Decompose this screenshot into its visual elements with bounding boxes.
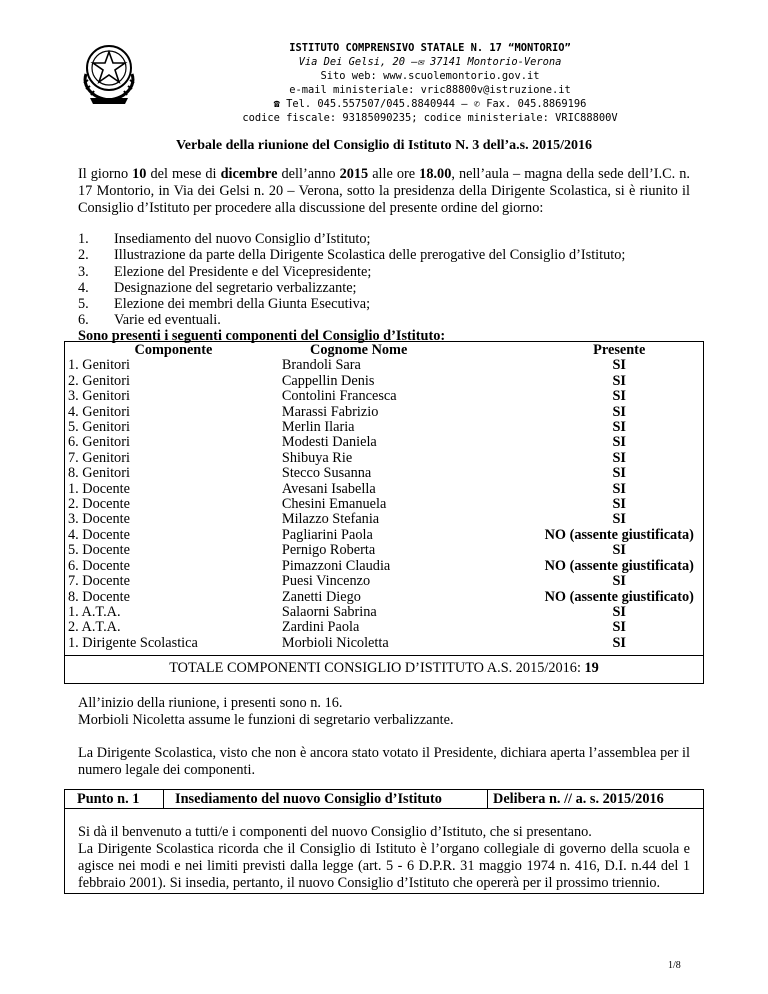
- member-row: [65, 636, 703, 651]
- member-row: [65, 559, 703, 574]
- school-email: e-mail ministeriale: vric88800v@istruzione.it: [289, 84, 571, 96]
- agenda-item: [78, 312, 625, 328]
- member-presente: SI: [612, 403, 626, 420]
- member-componente: 1. Dirigente Scolastica: [68, 634, 198, 651]
- member-componente: 8. Docente: [68, 588, 130, 605]
- presence-paragraph: [78, 695, 690, 729]
- member-nome: Brandoli Sara: [281, 357, 361, 374]
- member-nome: Contolini Francesca: [281, 388, 397, 405]
- members-title: Sono presenti i seguenti componenti del Consiglio d’Istituto:: [78, 328, 446, 344]
- member-presente: SI: [612, 465, 626, 482]
- member-nome: Modesti Daniela: [281, 434, 377, 451]
- intro-text: del mese di: [146, 166, 221, 182]
- member-row: [65, 405, 703, 420]
- agenda-number: 6.: [78, 312, 89, 329]
- member-componente: 3. Docente: [68, 511, 130, 528]
- member-row: [65, 497, 703, 512]
- member-presente: NO (assente giustificata): [544, 557, 694, 574]
- member-componente: 2. A.T.A.: [68, 619, 121, 636]
- total-label: TOTALE COMPONENTI CONSIGLIO D’ISTITUTO A.S. 2015/2016:: [169, 660, 585, 676]
- member-componente: 6. Docente: [68, 557, 130, 574]
- agenda-text: Designazione del segretario verbalizzante;: [114, 279, 357, 296]
- school-phone-fax: ☎ Tel. 045.557507/045.8840944 – ✆ Fax. 045.8869196: [273, 98, 587, 110]
- intro-paragraph: [78, 166, 690, 217]
- member-presente: SI: [612, 634, 626, 651]
- member-componente: 1. Genitori: [68, 357, 130, 374]
- agenda-list: [78, 231, 625, 329]
- member-presente: SI: [612, 542, 626, 559]
- agenda-text: Varie ed eventuali.: [114, 312, 221, 329]
- member-row: [65, 574, 703, 589]
- punto-body-text: La Dirigente Scolastica ricorda che il Consiglio di Istituto è l’organo collegiale di governo della scuola e agisce nei modi e nei limiti previsti dalla legge (art. 5 - 6 D.P.R. 31 maggio 1974 n. 416, D.I. n.44 del 1 febbraio 2001). Si insedia, pertanto, il nuovo Consiglio d’Istituto che opererà per il prossimo triennio.: [78, 841, 690, 891]
- member-presente: SI: [612, 496, 626, 513]
- agenda-item: [78, 296, 625, 312]
- member-nome: Pimazzoni Claudia: [281, 557, 391, 574]
- punto-delibera: Delibera n. // a. s. 2015/2016: [487, 789, 704, 809]
- member-row: [65, 482, 703, 497]
- intro-text: dell’anno: [277, 166, 340, 182]
- member-row: [65, 543, 703, 558]
- member-componente: 7. Docente: [68, 573, 130, 590]
- member-nome: Avesani Isabella: [281, 480, 376, 497]
- member-presente: SI: [612, 372, 626, 389]
- republic-emblem-icon: [78, 38, 140, 106]
- member-nome: Merlin Ilaria: [281, 419, 355, 436]
- member-nome: Pernigo Roberta: [281, 542, 376, 559]
- member-presente: SI: [612, 419, 626, 436]
- member-componente: 4. Genitori: [68, 403, 130, 420]
- members-table-box: [64, 341, 704, 656]
- school-codes: codice fiscale: 93185090235; codice ministeriale: VRIC88800V: [242, 112, 618, 124]
- member-row: [65, 451, 703, 466]
- member-nome: Marassi Fabrizio: [281, 403, 379, 420]
- presence-line: All’inizio della riunione, i presenti sono n. 16.: [78, 695, 343, 711]
- meeting-year: 2015: [339, 166, 369, 182]
- agenda-text: Elezione del Presidente e del Vicepresidente;: [114, 263, 372, 280]
- member-nome: Shibuya Rie: [281, 449, 353, 466]
- member-row: [65, 590, 703, 605]
- member-presente: SI: [612, 511, 626, 528]
- meeting-time: 18.00: [419, 166, 452, 182]
- member-componente: 5. Genitori: [68, 419, 130, 436]
- header-componente: Componente: [134, 342, 213, 358]
- agenda-number: 5.: [78, 296, 89, 313]
- member-nome: Milazzo Stefania: [281, 511, 380, 528]
- header-presente: Presente: [593, 342, 646, 358]
- school-website: Sito web: www.scuolemontorio.gov.it: [320, 70, 540, 82]
- member-row: [65, 389, 703, 404]
- member-nome: Pagliarini Paola: [281, 526, 373, 543]
- member-presente: SI: [612, 357, 626, 374]
- member-componente: 7. Genitori: [68, 449, 130, 466]
- agenda-item: [78, 280, 625, 296]
- member-row: [65, 528, 703, 543]
- members-table: [65, 343, 703, 651]
- member-nome: Zardini Paola: [281, 619, 360, 636]
- member-presente: SI: [612, 603, 626, 620]
- agenda-item: [78, 231, 625, 247]
- member-nome: Salaorni Sabrina: [281, 603, 377, 620]
- intro-text: Il giorno: [78, 166, 133, 182]
- member-presente: SI: [612, 619, 626, 636]
- members-header-row: [65, 343, 703, 358]
- agenda-text: Elezione dei membri della Giunta Esecutiva;: [114, 296, 371, 313]
- agenda-number: 3.: [78, 263, 89, 280]
- meeting-day: 10: [132, 166, 147, 182]
- agenda-number: 2.: [78, 247, 89, 264]
- meeting-month: dicembre: [220, 166, 278, 182]
- punto-body: [78, 824, 690, 892]
- member-presente: NO (assente giustificata): [544, 526, 694, 543]
- member-nome: Puesi Vincenzo: [281, 573, 371, 590]
- member-componente: 2. Genitori: [68, 372, 130, 389]
- member-row: [65, 435, 703, 450]
- member-nome: Zanetti Diego: [281, 588, 361, 605]
- member-row: [65, 374, 703, 389]
- member-componente: 3. Genitori: [68, 388, 130, 405]
- member-presente: SI: [612, 449, 626, 466]
- member-componente: 6. Genitori: [68, 434, 130, 451]
- total-row: [64, 656, 704, 684]
- member-row: [65, 420, 703, 435]
- member-row: [65, 358, 703, 373]
- member-nome: Morbioli Nicoletta: [281, 634, 389, 651]
- member-nome: Stecco Susanna: [281, 465, 372, 482]
- member-componente: 5. Docente: [68, 542, 130, 559]
- school-header: [200, 41, 660, 125]
- member-presente: NO (assente giustificato): [544, 588, 694, 605]
- punto-label: Punto n. 1: [64, 789, 164, 809]
- member-row: [65, 605, 703, 620]
- punto-title: Insediamento del nuovo Consiglio d’Istituto: [164, 789, 487, 809]
- agenda-item: [78, 247, 625, 263]
- agenda-number: 1.: [78, 231, 89, 247]
- member-componente: 1. A.T.A.: [68, 603, 121, 620]
- member-componente: 2. Docente: [68, 496, 130, 513]
- school-name: ISTITUTO COMPRENSIVO STATALE N. 17 “MONTORIO”: [289, 42, 571, 54]
- intro-text: alle ore: [368, 166, 420, 182]
- member-componente: 8. Genitori: [68, 465, 130, 482]
- member-presente: SI: [612, 480, 626, 497]
- member-componente: 4. Docente: [68, 526, 130, 543]
- secretary-line: Morbioli Nicoletta assume le funzioni di segretario verbalizzante.: [78, 712, 454, 728]
- agenda-number: 4.: [78, 279, 89, 296]
- member-row: [65, 512, 703, 527]
- total-value: 19: [584, 660, 599, 676]
- member-nome: Cappellin Denis: [281, 372, 375, 389]
- agenda-item: [78, 264, 625, 280]
- document-title: Verbale della riunione del Consiglio di Istituto N. 3 dell’a.s. 2015/2016: [175, 138, 592, 153]
- member-row: [65, 466, 703, 481]
- punto-body-line: Si dà il benvenuto a tutti/e i componenti del nuovo Consiglio d’Istituto, che si presentano.: [78, 824, 592, 840]
- agenda-text: Illustrazione da parte della Dirigente Scolastica delle prerogative del Consiglio d’Istituto;: [114, 247, 626, 264]
- header-nome: Cognome Nome: [310, 342, 408, 358]
- opening-paragraph: La Dirigente Scolastica, visto che non è ancora stato votato il Presidente, dichiara aperta l’assemblea per il numero legale dei componenti.: [78, 745, 690, 778]
- school-address: Via Dei Gelsi, 20 –✉ 37141 Montorio-Verona: [298, 56, 562, 68]
- member-componente: 1. Docente: [68, 480, 130, 497]
- punto-header: [64, 789, 704, 809]
- member-presente: SI: [612, 573, 626, 590]
- page-number: 1/8: [668, 960, 681, 971]
- member-presente: SI: [612, 388, 626, 405]
- agenda-text: Insediamento del nuovo Consiglio d’Istituto;: [114, 231, 371, 247]
- intro-text: , nell’aula – magna della sede dell’I.C. n. 17 Montorio, in Via dei Gelsi n. 20 – Verona, sotto la presidenza della Dirigente Scolastica, si è riunito il Consiglio d’Istituto per procedere alla discussione del presente ordine del giorno:: [78, 166, 691, 216]
- member-nome: Chesini Emanuela: [281, 496, 387, 513]
- member-row: [65, 620, 703, 635]
- member-presente: SI: [612, 434, 626, 451]
